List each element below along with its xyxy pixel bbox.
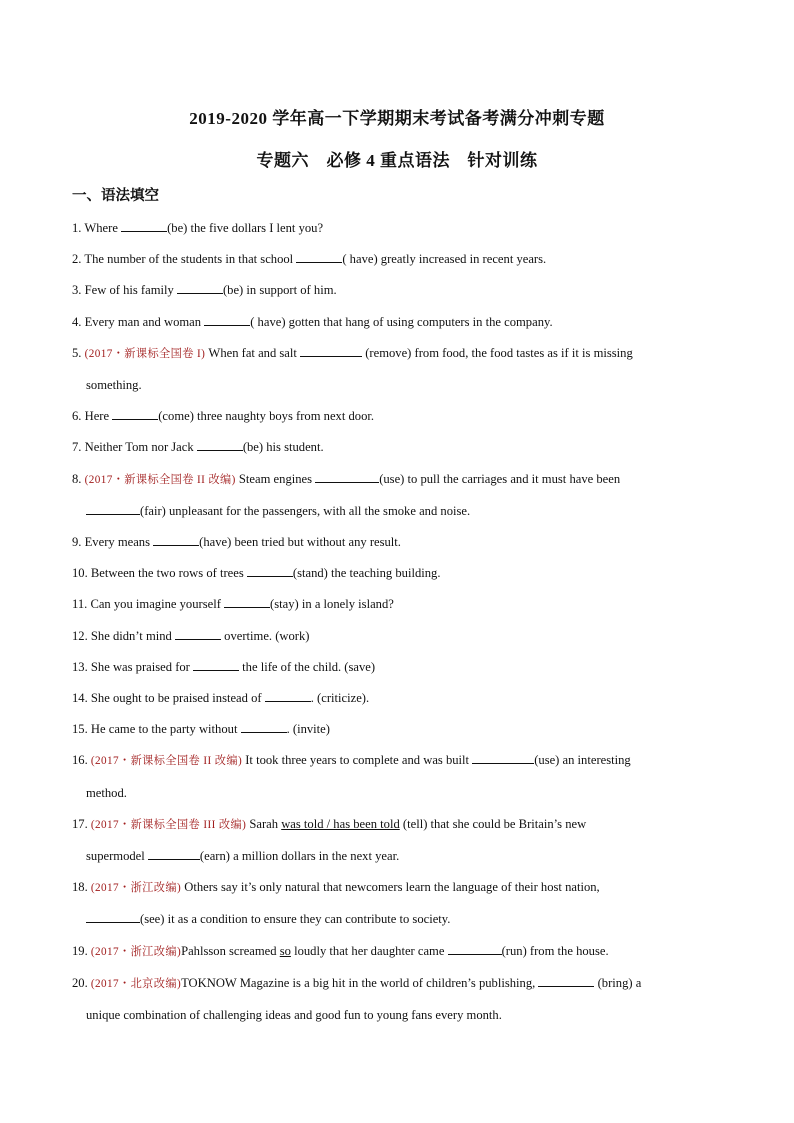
item-text: (see) it as a condition to ensure they can contribute to society.: [140, 912, 451, 927]
exercise-item-15: [72, 714, 722, 745]
item-text: (use) an interesting: [534, 753, 631, 768]
answer-blank[interactable]: [300, 344, 362, 357]
exercise-item-20: [72, 968, 722, 1031]
item-number: 6.: [72, 409, 82, 424]
item-text: Where: [84, 221, 122, 235]
item-number: 1.: [72, 221, 82, 235]
exercise-item-12: [72, 621, 722, 652]
answer-blank[interactable]: [86, 502, 140, 515]
item-text: . (criticize).: [310, 691, 370, 706]
answer-blank[interactable]: [153, 533, 199, 546]
item-text: . (invite): [286, 722, 330, 737]
source-citation: (2017・新课标全国卷 II 改编): [84, 473, 236, 486]
item-text: Here: [84, 409, 113, 424]
item-text: When fat and salt: [205, 345, 301, 360]
item-number: 9.: [72, 535, 82, 550]
answer-blank[interactable]: [247, 564, 293, 577]
item-text: overtime. (work): [221, 628, 310, 643]
item-text: (stay) in a lonely island?: [270, 597, 394, 612]
item-text: (remove) from food, the food tastes as if it is missing: [362, 345, 633, 360]
answer-blank[interactable]: [538, 974, 594, 987]
item-text: Pahlsson screamed: [181, 943, 280, 958]
filled-answer: was told / has been told: [281, 816, 400, 831]
item-text: (earn) a million dollars in the next year.: [199, 849, 400, 864]
answer-blank[interactable]: [224, 595, 270, 608]
exercise-item-19: [72, 936, 722, 968]
source-citation: (2017・新课标全国卷 I): [84, 347, 206, 360]
item-text-continued: something.: [86, 378, 142, 393]
item-number: 17.: [72, 816, 88, 831]
item-text: (be) the five dollars I lent you?: [167, 221, 324, 235]
document-title: 2019-2020 学年高一下学期期末考试备考满分冲刺专题: [189, 109, 605, 128]
item-text: (come) three naughty boys from next door.: [158, 409, 375, 424]
item-text: Others say it’s only natural that newcomers learn the language of their host nation,: [181, 880, 600, 895]
item-text: Sarah: [246, 816, 282, 831]
item-text-continued: [72, 496, 722, 527]
document-subtitle: 专题六 必修 4 重点语法 针对训练: [256, 151, 538, 170]
answer-blank[interactable]: [204, 313, 250, 326]
item-number: 4.: [72, 314, 82, 329]
item-text-continued: [72, 841, 722, 872]
item-text: The number of the students in that school: [84, 252, 297, 267]
exercise-item-7: [72, 432, 722, 463]
item-text: Between the two rows of trees: [90, 566, 247, 581]
exercise-item-16: [72, 745, 722, 808]
exercise-item-13: [72, 652, 722, 683]
answer-blank[interactable]: [148, 847, 200, 860]
item-text: Every means: [84, 535, 154, 550]
item-text: ( have) greatly increased in recent years.: [342, 252, 547, 267]
exercise-item-18: [72, 872, 722, 935]
answer-blank[interactable]: [448, 942, 502, 955]
answer-blank[interactable]: [121, 219, 167, 232]
item-text-continued: [72, 904, 722, 935]
item-number: 11.: [72, 597, 88, 612]
exercise-list: [72, 213, 722, 1031]
item-text: (bring) a: [594, 975, 642, 990]
item-text: She ought to be praised instead of: [90, 691, 265, 706]
exercise-item-3: [72, 275, 722, 306]
exercise-item-9: [72, 527, 722, 558]
item-text: (stand) the teaching building.: [292, 566, 441, 581]
answer-blank[interactable]: [472, 751, 534, 764]
exercise-item-14: [72, 683, 722, 714]
source-citation: (2017・浙江改编): [90, 882, 182, 895]
source-citation: (2017・新课标全国卷 II 改编): [90, 755, 243, 768]
section-heading: 一、语法填空: [72, 188, 159, 204]
item-number: 18.: [72, 880, 88, 895]
item-text: (be) his student.: [242, 440, 324, 455]
item-number: 7.: [72, 440, 82, 455]
item-number: 13.: [72, 659, 88, 674]
answer-blank[interactable]: [197, 438, 243, 451]
answer-blank[interactable]: [296, 250, 342, 263]
item-number: 12.: [72, 628, 88, 643]
underlined-word: so: [279, 943, 291, 958]
item-text: (be) in support of him.: [222, 283, 337, 298]
item-number: 2.: [72, 252, 82, 267]
item-number: 8.: [72, 471, 82, 486]
exercise-item-5: [72, 338, 722, 401]
item-text: It took three years to complete and was built: [242, 753, 473, 768]
exercise-item-2: [72, 244, 722, 275]
item-number: 10.: [72, 566, 88, 581]
item-text: supermodel: [86, 849, 148, 864]
item-text: (use) to pull the carriages and it must have been: [379, 471, 621, 486]
exercise-item-10: [72, 558, 722, 589]
answer-blank[interactable]: [265, 689, 311, 702]
item-text: Steam engines: [235, 471, 316, 486]
item-number: 3.: [72, 283, 82, 298]
source-citation: (2017・浙江改编): [90, 945, 182, 958]
item-text: He came to the party without: [90, 722, 241, 737]
source-citation: (2017・新课标全国卷 III 改编): [90, 818, 247, 831]
item-number: 16.: [72, 753, 88, 768]
item-text: loudly that her daughter came: [290, 943, 448, 958]
item-number: 15.: [72, 722, 88, 737]
answer-blank[interactable]: [241, 720, 287, 733]
answer-blank[interactable]: [175, 627, 221, 640]
item-number: 20.: [72, 975, 88, 990]
item-text: Neither Tom nor Jack: [84, 440, 197, 455]
item-text: She didn’t mind: [90, 628, 175, 643]
item-number: 5.: [72, 345, 82, 360]
item-text: Can you imagine yourself: [90, 597, 225, 612]
item-text-continued: method.: [86, 785, 127, 800]
item-text: She was praised for: [90, 659, 194, 674]
item-text: (run) from the house.: [501, 943, 609, 958]
exercise-item-6: [72, 401, 722, 432]
item-text: TOKNOW Magazine is a big hit in the world of children’s publishing,: [181, 975, 539, 990]
answer-blank[interactable]: [193, 658, 239, 671]
exercise-item-4: [72, 307, 722, 338]
answer-blank[interactable]: [177, 281, 223, 294]
answer-blank[interactable]: [112, 407, 158, 420]
source-citation: (2017・北京改编): [90, 977, 182, 990]
item-text: (tell) that she could be Britain’s new: [399, 816, 587, 831]
item-text: (have) been tried but without any result.: [199, 535, 401, 550]
item-number: 19.: [72, 943, 88, 958]
item-text: Every man and woman: [84, 314, 205, 329]
answer-blank[interactable]: [86, 910, 140, 923]
item-text: (fair) unpleasant for the passengers, with all the smoke and noise.: [140, 503, 471, 518]
item-text: the life of the child. (save): [239, 659, 376, 674]
item-text-continued: unique combination of challenging ideas and good fun to young fans every month.: [86, 1008, 502, 1023]
item-number: 14.: [72, 691, 88, 706]
exercise-item-17: [72, 809, 722, 872]
exercise-item-11: [72, 589, 722, 620]
answer-blank[interactable]: [315, 470, 379, 483]
exercise-item-8: [72, 464, 722, 527]
exercise-item-1: [72, 213, 722, 244]
item-text: ( have) gotten that hang of using computers in the company.: [250, 314, 553, 329]
item-text: Few of his family: [84, 283, 177, 298]
